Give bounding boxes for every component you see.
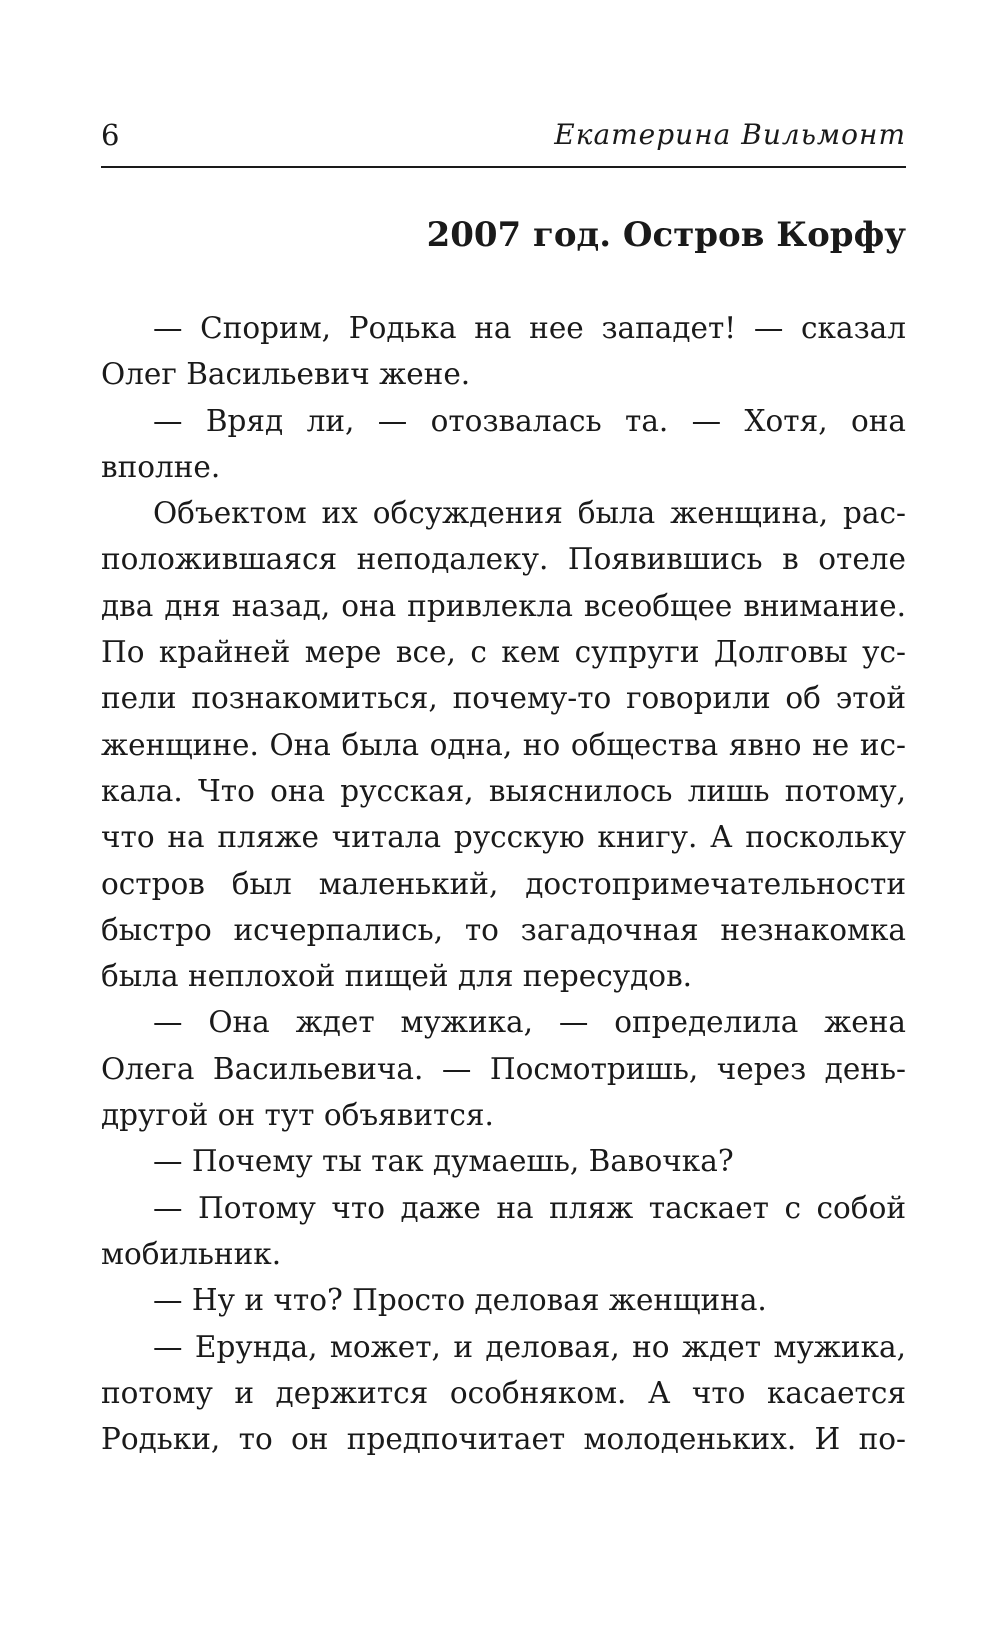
running-title: Екатерина Вильмонт: [554, 118, 906, 151]
text-line: По крайней мере все, с кем супруги Долговы ус-: [101, 635, 906, 670]
text-line: другой он тут объявится.: [101, 1098, 494, 1133]
text-line: мобильник.: [101, 1236, 282, 1271]
body-text: [101, 305, 906, 1462]
text-line: женщине. Она была одна, но общества явно не ис-: [101, 727, 906, 762]
page-number: 6: [101, 118, 120, 152]
text-line: Олега Васильевича. — Посмотришь, через день-: [101, 1051, 906, 1086]
chapter-title: 2007 год. Остров Корфу: [426, 215, 906, 255]
text-line: Родьки, то он предпочитает молоденьких. И по-: [101, 1422, 906, 1457]
text-line: вполне.: [101, 449, 221, 484]
text-line: остров был маленький, достопримечательности: [101, 866, 906, 901]
text-line: Олег Васильевич жене.: [101, 357, 471, 392]
running-header: [101, 110, 906, 168]
text-line: потому и держится особняком. А что касается: [101, 1375, 906, 1410]
text-line: кала. Что она русская, выяснилось лишь потому,: [101, 773, 906, 808]
text-line: быстро исчерпались, то загадочная незнакомка: [101, 912, 906, 947]
text-line: пели познакомиться, почему-то говорили об этой: [101, 681, 906, 716]
text-line: — Потому что даже на пляж таскает с собой: [153, 1190, 906, 1225]
text-line: — Спорим, Родька на нее западет! — сказал: [153, 311, 906, 345]
text-line: Объектом их обсуждения была женщина, рас-: [153, 496, 906, 531]
text-line: — Она ждет мужика, — определила жена: [153, 1005, 906, 1040]
text-line: — Ерунда, может, и деловая, но ждет мужика,: [153, 1329, 906, 1364]
text-line: что на пляже читала русскую книгу. А поскольку: [101, 820, 906, 855]
text-line: два дня назад, она привлекла всеобщее внимание.: [101, 588, 906, 623]
text-line: была неплохой пищей для пересудов.: [101, 959, 693, 994]
text-line: — Ну и что? Просто деловая женщина.: [153, 1283, 767, 1318]
text-line: — Вряд ли, — отозвалась та. — Хотя, она: [153, 403, 906, 438]
text-line: положившаяся неподалеку. Появившись в отеле: [101, 542, 906, 577]
text-line: — Почему ты так думаешь, Вавочка?: [153, 1144, 734, 1179]
